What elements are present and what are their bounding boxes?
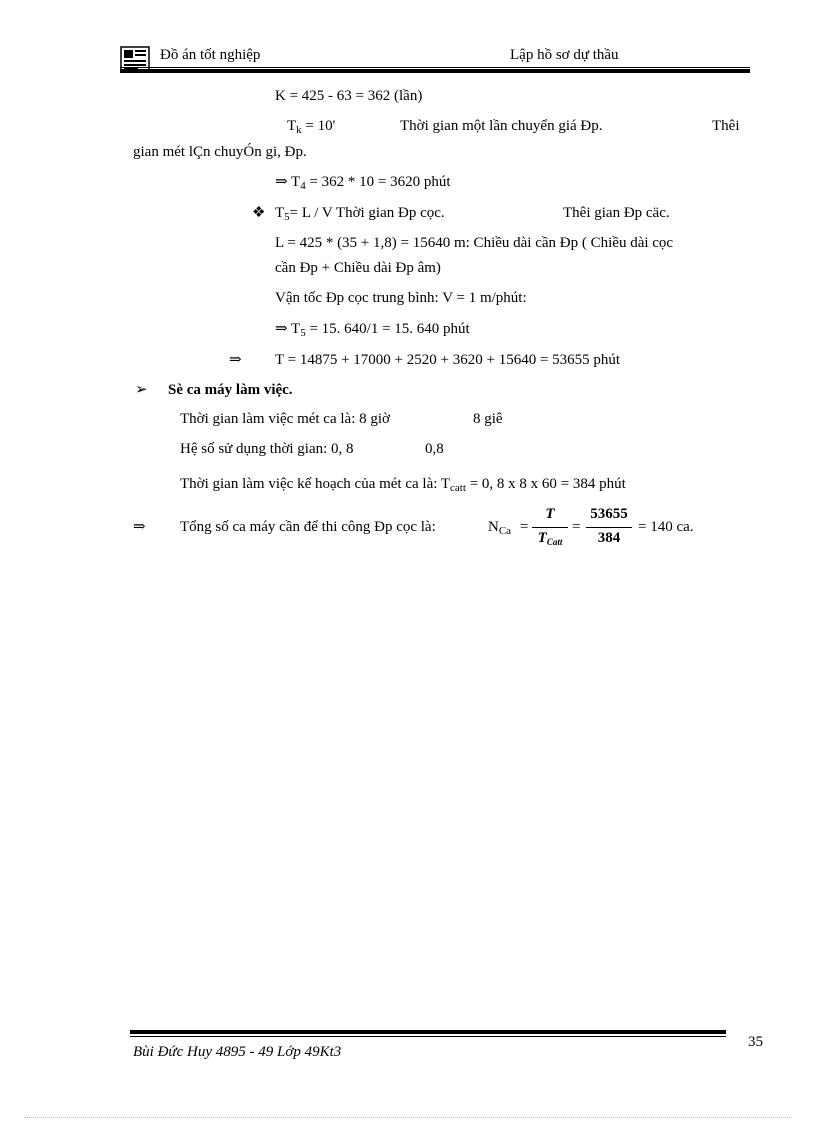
frac2-denominator: 384 [597,530,621,546]
header-doc-subject: Lập hồ sơ dự thầu [510,47,619,63]
line-t5-result: ⇒ $T_5 = 15$. 640/1 = 15. 640 phút [275,321,470,339]
header-doc-title: Đồ án tốt nghiệp [160,47,261,63]
frac2-numerator: 53655 [590,506,628,522]
line-l-a: L = 425 * (35 + 1,8) = 15640 m: Chiều dài cần Đp ( Chiều dài cọc [275,235,674,251]
frac1-denominator: $T_{Catt}$ [537,530,563,547]
bullet-diamond-icon: ❖ [252,205,266,221]
footer-author: Bùi Đức Huy 4895 - 49 Lớp 49Kt3 [133,1044,342,1060]
line-tk-desc: Thời gian một lần chuyển giá Đp. [400,118,603,134]
frac2-bar [586,527,632,528]
section-arrow-icon: ➢ [135,382,148,398]
formula-eq1: = [520,519,529,535]
arrow-implies-icon: ⇒ [229,352,242,368]
line-tk-wrap1: Thêi [712,118,740,134]
line-t5-alt: Thêi gian Đp cäc. [563,205,670,221]
line-total-shifts: Tổng số ca máy cần để thi công Đp cọc là: [180,519,436,535]
line-coefficient-alt: 0,8 [425,441,444,457]
line-k: K = 425 - 63 = 362 (lần) [275,88,423,104]
line-shift-hours: Thời gian làm việc mét ca là: 8 giờ [180,411,390,427]
formula-result: = 140 ca. [638,519,694,535]
formula-n-ca: $N_{Ca}$ [488,519,512,537]
frac1-bar [532,527,568,528]
arrow-implies-final-icon: ⇒ [133,519,146,535]
line-t5: $T_5= L / V$ Thời gian Đp cọc. [275,205,445,223]
formula-eq2: = [572,519,581,535]
page-number: 35 [748,1034,763,1050]
line-tk: $T_k = 10'$ [287,118,336,136]
header-rule-thick [120,69,750,73]
line-l-b: cần Đp + Chiều dài Đp âm) [275,260,441,276]
line-t4: ⇒ $T_4 = 362 * 10 = 3620$ phút [275,174,451,192]
page-edge [24,1117,792,1118]
line-coefficient: Hệ số sử dụng thời gian: 0, 8 [180,441,354,457]
header-rule-thin [120,67,750,68]
section-title: Sè ca máy làm việc. [168,382,293,398]
line-tk-wrap2: gian mét lÇn chuyÓn gi, Đp. [133,144,307,160]
frac1-numerator: T [545,506,555,522]
line-shift-hours-alt: 8 giê [473,411,503,427]
line-total-t: T = 14875 + 17000 + 2520 + 3620 + 15640 = 53655 phút [275,352,621,368]
line-tcatt: Thời gian làm việc kế hoạch của mét ca là: $T_{catt} = 0$, 8 x 8 x 60 = 384 phút [180,476,626,494]
line-velocity: Vận tốc Đp cọc trung bình: V = 1 m/phút: [275,290,527,306]
footer-rule-thick [130,1030,726,1034]
footer-rule-thin [130,1036,726,1037]
